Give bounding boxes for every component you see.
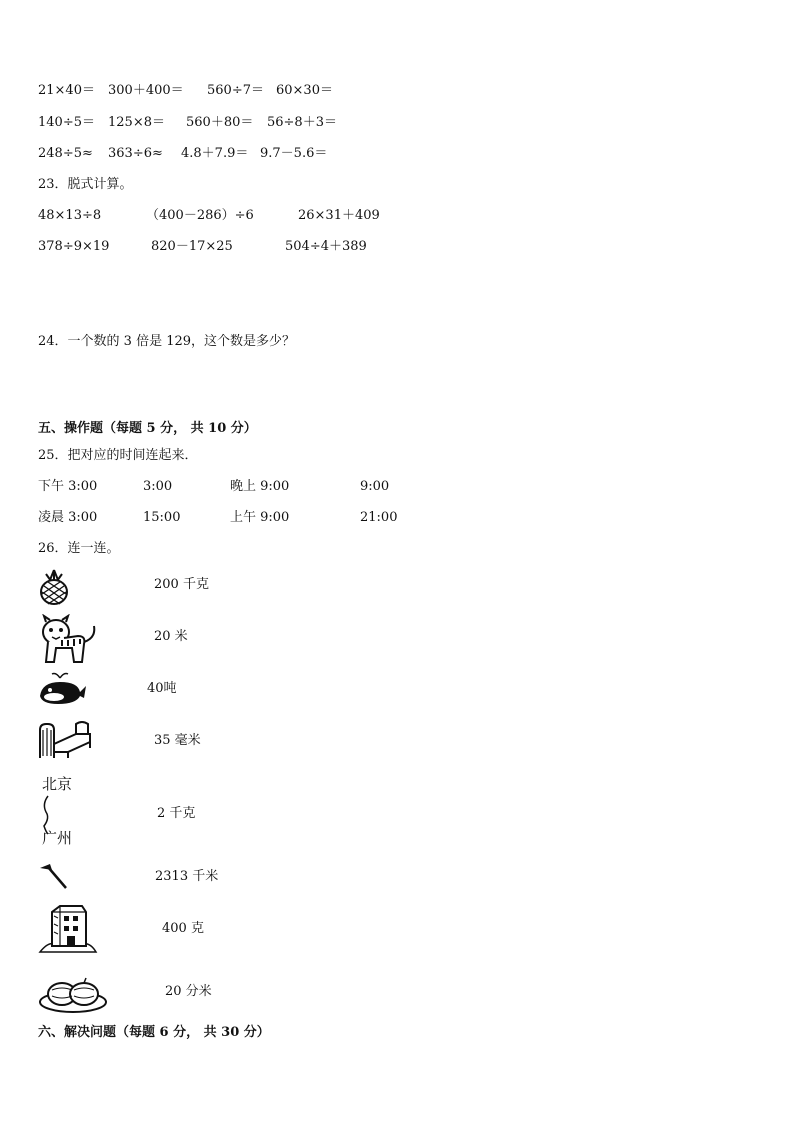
map-icon: [36, 774, 86, 850]
q24-text: 24．一个数的 3 倍是 129，这个数是多少？: [38, 334, 296, 349]
nail-icon: [38, 862, 70, 892]
q25-time-5: 凌晨 3:00: [38, 510, 98, 525]
q23-expr-2: （400－286）÷6: [146, 208, 254, 223]
bed-icon: [36, 716, 94, 760]
q26-value-3: 40吨: [147, 681, 177, 696]
section6-title: 六、解决问题（每题 6 分， 共 30 分）: [38, 1025, 270, 1040]
q23-expr-3: 26×31＋409: [298, 208, 380, 223]
q25-time-4: 9:00: [360, 479, 390, 494]
q23-expr-1: 48×13÷8: [38, 208, 102, 223]
q23-expr-5: 820－17×25: [151, 239, 233, 254]
arith-2-3: 560＋80＝: [186, 115, 254, 130]
q23-expr-4: 378÷9×19: [38, 239, 110, 254]
arith-2-1: 140÷5＝: [38, 115, 95, 130]
q25-time-2: 3:00: [143, 479, 173, 494]
q26-value-5: 2 千克: [157, 806, 196, 821]
q26-value-4: 35 毫米: [154, 733, 201, 748]
arith-3-2: 363÷6≈: [108, 146, 163, 161]
q25-time-3: 晚上 9:00: [230, 479, 290, 494]
section5-title: 五、操作题（每题 5 分， 共 10 分）: [38, 421, 257, 436]
q26-value-2: 20 米: [154, 629, 188, 644]
arith-1-3: 560÷7＝: [207, 83, 264, 98]
q26-value-6: 2313 千米: [155, 869, 219, 884]
building-icon: [38, 902, 98, 954]
map-label-guangzhou: 广州: [42, 829, 73, 847]
whale-icon: [36, 670, 88, 708]
arith-3-1: 248÷5≈: [38, 146, 93, 161]
arith-2-4: 56÷8＋3＝: [267, 115, 337, 130]
arith-2-2: 125×8＝: [108, 115, 165, 130]
arith-1-4: 60×30＝: [276, 83, 333, 98]
map-label-beijing: 北京: [42, 775, 73, 793]
q25-time-7: 上午 9:00: [230, 510, 290, 525]
q25-time-8: 21:00: [360, 510, 398, 525]
q26-value-7: 400 克: [162, 921, 204, 936]
arith-1-1: 21×40＝: [38, 83, 95, 98]
q25-time-1: 下午 3:00: [38, 479, 98, 494]
arith-1-2: 300＋400＝: [108, 83, 184, 98]
q23-expr-6: 504÷4＋389: [285, 239, 367, 254]
tiger-icon: [36, 614, 102, 666]
q26-title: 26．连一连。: [38, 541, 120, 556]
q25-title: 25．把对应的时间连起来．: [38, 448, 198, 463]
arith-3-4: 9.7－5.6＝: [260, 146, 328, 161]
arith-3-3: 4.8＋7.9＝: [181, 146, 249, 161]
q23-title: 23．脱式计算。: [38, 177, 133, 192]
q26-value-8: 20 分米: [165, 984, 212, 999]
q25-time-6: 15:00: [143, 510, 181, 525]
q26-value-1: 200 千克: [154, 577, 209, 592]
fruit-plate-icon: [38, 974, 108, 1014]
pineapple-icon: [36, 568, 72, 606]
